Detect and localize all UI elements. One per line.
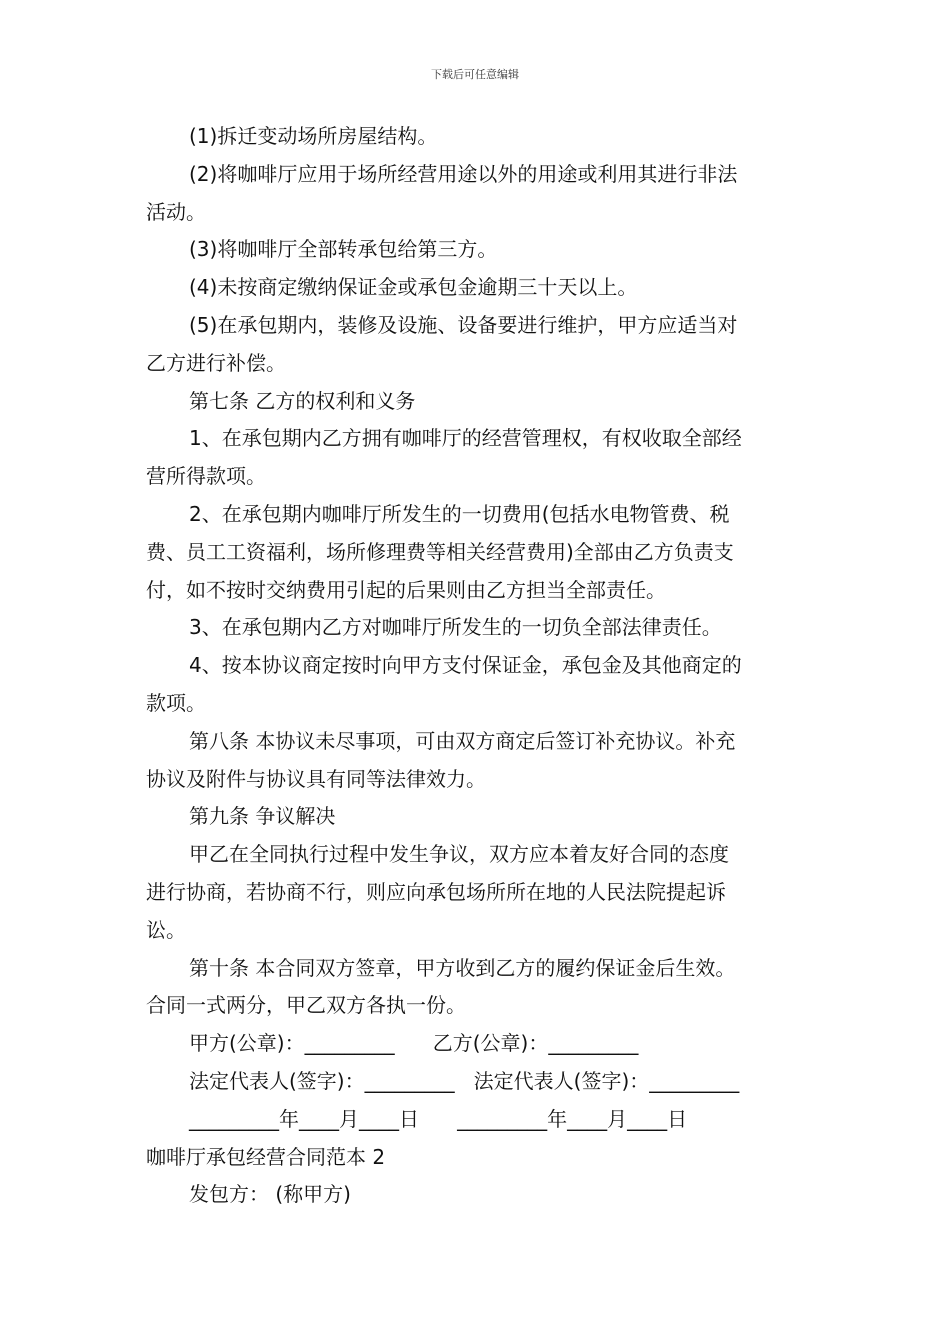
text-line: 4、按本协议商定按时向甲方支付保证金，承包金及其他商定的	[189, 653, 742, 678]
text-line: (4)未按商定缴纳保证金或承包金逾期三十天以上。	[189, 275, 638, 300]
text-line: (3)将咖啡厅全部转承包给第三方。	[189, 237, 498, 262]
text-line: 第十条 本合同双方签章，甲方收到乙方的履约保证金后生效。	[189, 955, 736, 980]
text-line: 协议及附件与协议具有同等法律效力。	[146, 766, 486, 791]
text-line: 第九条 争议解决	[189, 804, 336, 829]
text-line: 第八条 本协议未尽事项，可由双方商定后签订补充协议。补充	[189, 728, 736, 753]
text-line: 甲乙在全同执行过程中发生争议，双方应本着友好合同的态度	[189, 842, 729, 867]
text-line: 款项。	[146, 690, 206, 715]
text-line: 付，如不按时交纳费用引起的后果则由乙方担当全部责任。	[146, 577, 666, 602]
text-line: 2、在承包期内咖啡厅所发生的一切费用(包括水电物管费、税	[189, 501, 730, 526]
text-line: 甲方(公章)：_________ 乙方(公章)：_________	[189, 1031, 639, 1056]
text-line: 费、员工工资福利，场所修理费等相关经营费用)全部由乙方负责支	[146, 539, 734, 564]
text-line: 营所得款项。	[146, 464, 266, 489]
text-line: 3、在承包期内乙方对咖啡厅所发生的一切负全部法律责任。	[189, 615, 722, 640]
text-line: 活动。	[146, 199, 206, 224]
text-line: 进行协商，若协商不行，则应向承包场所所在地的人民法院提起诉	[146, 879, 726, 904]
document-body	[146, 118, 806, 1214]
text-line: 乙方进行补偿。	[146, 350, 286, 375]
text-line: 咖啡厅承包经营合同范本 2	[146, 1144, 386, 1169]
text-line: 发包方： (称甲方)	[189, 1182, 351, 1207]
page-header: 下载后可任意编辑	[431, 68, 519, 81]
text-line: 第七条 乙方的权利和义务	[189, 388, 416, 413]
text-line: (1)拆迁变动场所房屋结构。	[189, 124, 438, 148]
text-line: 合同一式两分，甲乙双方各执一份。	[146, 993, 466, 1018]
text-line: 1、在承包期内乙方拥有咖啡厅的经营管理权，有权收取全部经	[189, 426, 742, 451]
text-line: (5)在承包期内，装修及设施、设备要进行维护，甲方应适当对	[189, 312, 738, 337]
text-line: _________年____月____日 _________年____月____日	[189, 1106, 688, 1131]
text-line: (2)将咖啡厅应用于场所经营用途以外的用途或利用其进行非法	[189, 161, 738, 186]
text-line: 法定代表人(签字)：_________ 法定代表人(签字)：_________	[189, 1068, 740, 1093]
text-line: 讼。	[146, 917, 186, 942]
